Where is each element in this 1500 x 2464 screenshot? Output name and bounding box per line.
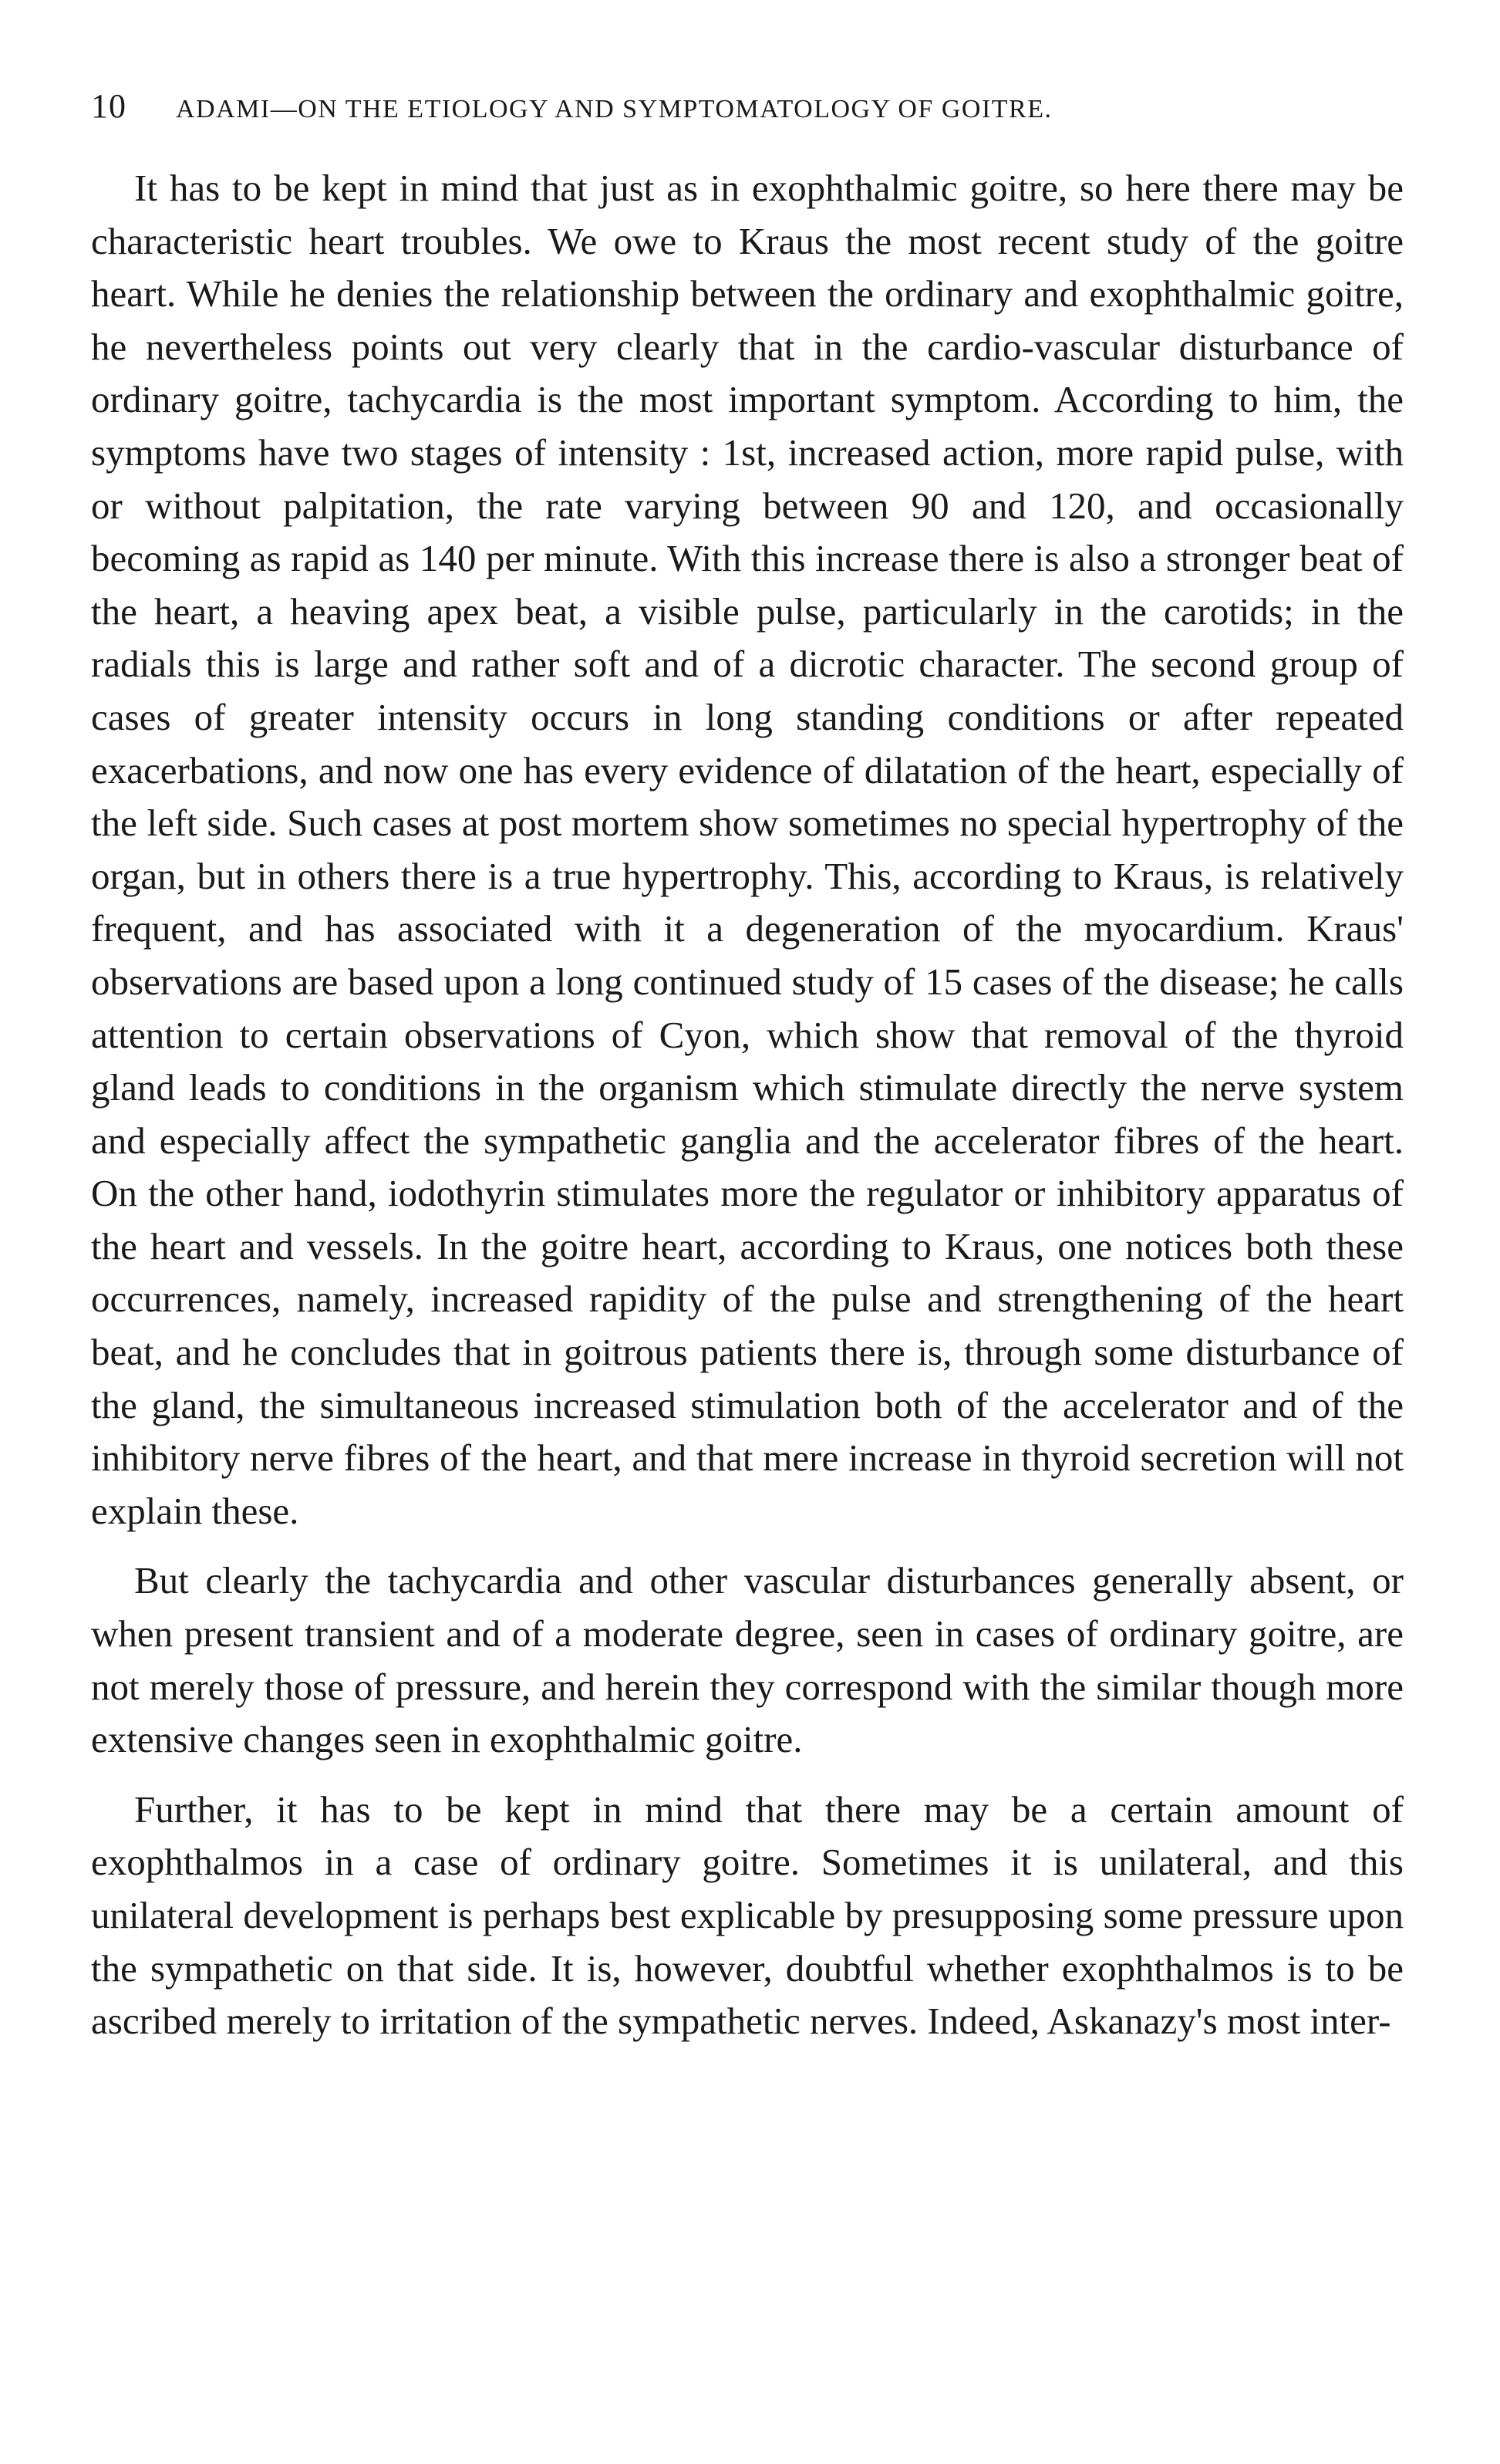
document-page [91,86,1404,2048]
page-number: 10 [91,87,126,125]
paragraph-goitre-heart: It has to be kept in mind that just as in exophthalmic goitre, so here there may be characteristic heart troubles. We owe to Kraus the most recent study of the goitre heart. While he denies the relationship between the ordinary and exophthalmic goitre, he nevertheless points out very clearly that in the cardio-vascular disturbance of ordinary goitre, tachycardia is the most important symptom. According to him, the symptoms have two stages of intensity : 1st, increased action, more rapid pulse, with or without palpitation, the rate varying between 90 and 120, and occasionally becoming as rapid as 140 per minute. With this increase there is also a stronger beat of the heart, a heaving apex beat, a visible pulse, particularly in the carotids; in the radials this is large and rather soft and of a dicrotic character. The second group of cases of greater intensity occurs in long standing conditions or after repeated exacerbations, and now one has every evidence of dilatation of the heart, especially of the left side. Such cases at post mortem show sometimes no special hypertrophy of the organ, but in others there is a true hypertrophy. This, according to Kraus, is relatively frequent, and has associated with it a degeneration of the myocardium. Kraus' observations are based upon a long continued study of 15 cases of the disease; he calls attention to certain observations of Cyon, which show that removal of the thyroid gland leads to conditions in the organism which stimulate directly the nerve system and especially affect the sympathetic ganglia and the accelerator fibres of the heart. On the other hand, iodothyrin stimulates more the regulator or inhibitory apparatus of the heart and vessels. In the goitre heart, according to Kraus, one notices both these occurrences, namely, increased rapidity of the pulse and strengthening of the heart beat, and he concludes that in goitrous patients there is, through some disturbance of the gland, the simultaneous increased stimulation both of the accelerator and of the inhibitory nerve fibres of the heart, and that mere increase in thyroid secretion will not explain these. [91,167,1404,1532]
paragraph-vascular-disturbances: But clearly the tachycardia and other vascular disturbances generally absent, or when present transient and of a moderate degree, seen in cases of ordinary goitre, are not merely those of pressure, and herein they correspond with the similar though more extensive changes seen in exophthalmic goitre. [91,1559,1404,1761]
running-title: ADAMI—ON THE ETIOLOGY AND SYMPTOMATOLOGY OF GOITRE. [176,95,1053,123]
paragraph-exophthalmos: Further, it has to be kept in mind that there may be a certain amount of exophthalmos in a case of ordinary goitre. Sometimes it is unilateral, and this unilateral development is perhaps best explicable by presupposing some pressure upon the sympathetic on that side. It is, however, doubtful whether exophthalmos is to be ascribed merely to irritation of the sympathetic nerves. Indeed, Askanazy's most inter- [91,1787,1404,2043]
running-head [91,86,1404,136]
